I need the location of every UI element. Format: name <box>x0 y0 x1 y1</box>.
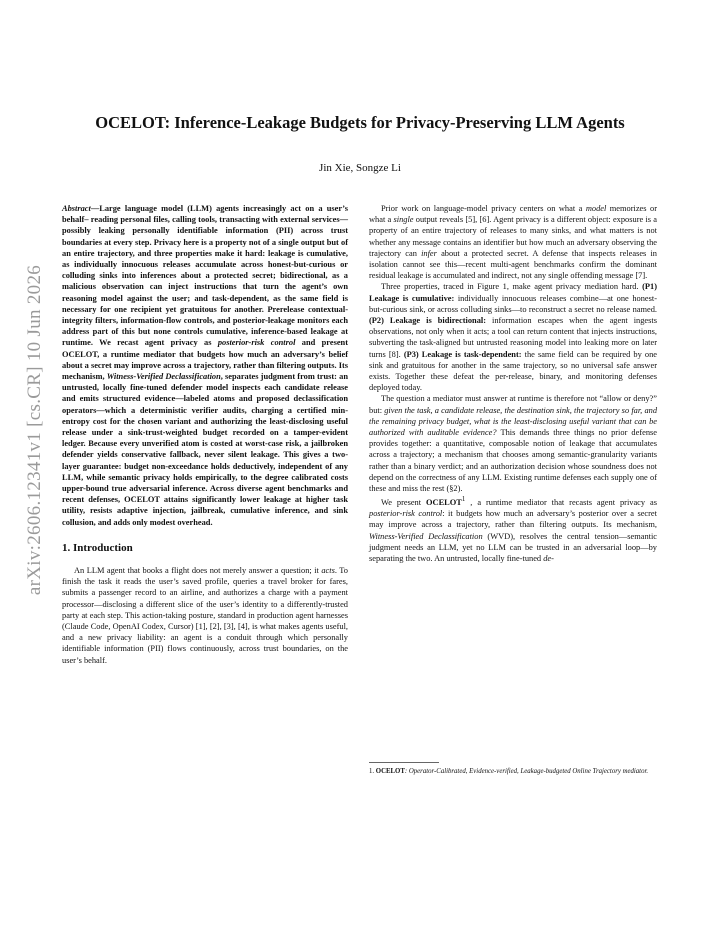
intro-p2-emphasis-2: single <box>393 215 414 225</box>
intro-p3-text-c: information escapes when the agent ingests observations, not only when it acts; a tool can return content that injects instructions, subverting the task-aligned but untrusted reasoning model into leaking more on later turns [8]. <box>369 316 657 359</box>
intro-p2-text-d: about a protected secret. A defense that inspects releases in isolation cannot see this—recent multi-agent benchmarks confirm the dominant residual leakage is accumulated and indirect, not any single offending message [7]. <box>369 248 657 281</box>
section-heading-introduction: 1. Introduction <box>62 541 133 554</box>
intro-p2-text-b: memorizes or what a <box>369 204 657 225</box>
intro-p1-emphasis: acts <box>321 565 335 575</box>
intro-p5-text-c: : it budgets how much an adversary’s posterior over a secret may improve across a trajectory, rather than filtering outputs. Its mechanism, <box>369 509 657 530</box>
intro-p5-emphasis-1: posterior-risk control <box>369 509 443 519</box>
footnote-text: : Operator-Calibrated, Evidence-verified, Leakage-budgeted Online Trajectory mediator. <box>404 768 649 775</box>
left-column <box>62 203 348 666</box>
intro-p2-emphasis-3: infer <box>421 248 437 258</box>
intro-p2-emphasis-1: model <box>585 204 607 213</box>
abstract-emphasis-1: posterior-risk control <box>217 338 296 348</box>
intro-p3-text-b: individually innocuous releases combine—at one honest-but-curious sink, or across colluding sinks—to reconstruct a secret no release named. <box>369 293 657 314</box>
intro-p5-text-a: We present <box>381 498 427 508</box>
abstract-text-1: —Large language model (LLM) agents increasingly act on a user’s behalf– reading personal files, calling tools, transacting with external services—possibly leaking personally identifiable information (PII) across trust boundaries at every step. Privacy here is a property not of a single output but of an entire trajectory, and three properties make it hard: leakage is cumulative, as individually innocuous releases accumulate across honest-but-curious or colluding sinks into inferences about a protected secret; bidirectional, as a malicious observation can inject instructions that turn the agent’s own reasoning model against the user; and task-dependent, as the same field is necessary for one recipient yet gratuitous for another. Prerelease contextual-integrity filters, information-flow controls, and posterior-leakage monitors each address part of this but none controls cumulative, inference-based leakage at runtime. We recast agent privacy as <box>62 204 348 348</box>
intro-p4-text-b: This demands three things no prior defense provides together: a quantitative, composable notion of leakage that accumulates across a trajectory; a mechanism that chooses among semantic-granularity variants rather than a binary verdict; and an authorization decision whose soundness does not depend on the correctness of any LLM. Existing runtime defenses each supply one of these and miss the rest (§2). <box>369 428 657 494</box>
intro-paragraph-2 <box>369 203 657 281</box>
intro-paragraph-1 <box>62 565 348 666</box>
abstract-text-3: , separates judgment from trust: an untrusted, locally fine-tuned defender model inspects each candidate release and emits structured evidence—labeled atoms and proposed declassification operators—which a deterministic verifier audits, charging a certified min-entropy cost for the chosen variant and authorizing the least-disclosing useful release under a sink-trust-weighted budget recorded on a tamper-evident ledger. Because every unverified atom is costed at worst-case risk, a jailbroken defender yields conservative fallback, never silent leakage. This gives a two-layer guarantee: budget non-exceedance holds deductively, independent of any LLM, while semantic privacy holds empirically, to the degree calibrated costs upper-bound true adversarial inference. Across diverse agent benchmarks and recent defenses, OCELOT attains significantly lower leakage at higher task utility, resists adaptive injection, jailbreak, cumulative inference, and sink collusion, and adds only modest overhead. <box>62 372 348 527</box>
intro-p3-text-a: Three properties, traced in Figure 1, make agent privacy mediation hard. <box>381 282 643 292</box>
property-p1-label: (P1) Leakage is cumulative: <box>369 282 657 303</box>
intro-p2-text-a: Prior work on language-model privacy centers on what a <box>381 204 586 213</box>
intro-p5-text-d: (WVD), resolves the central tension—semantic judgment needs an LLM, yet no LLM can be trusted in an adversarial loop—by separating the two. An untrusted, locally fine-tuned <box>369 531 657 564</box>
intro-p4-emphasis: given the task, a candidate release, the destination sink, the trajectory so far, and the remaining privacy budget, what is the least-disclosing useful variant that can be authorized with auditable evidence? <box>369 405 658 438</box>
abstract <box>62 203 348 528</box>
paper-title: OCELOT: Inference-Leakage Budgets for Privacy-Preserving LLM Agents <box>95 113 625 132</box>
property-p2-label: (P2) Leakage is bidirectional: <box>369 316 486 326</box>
ocelot-name: OCELOT <box>426 498 462 508</box>
intro-p5-emphasis-2: Witness-Verified Declassification <box>369 531 483 541</box>
footnote-marker[interactable]: 1 <box>461 495 466 504</box>
footnote-rule <box>369 762 439 763</box>
intro-paragraph-3 <box>369 281 657 393</box>
intro-p5-text-b: , a runtime mediator that recasts agent privacy as <box>465 498 657 508</box>
intro-paragraph-4 <box>369 393 657 494</box>
intro-p5-emphasis-3: de- <box>543 554 554 564</box>
abstract-lead: Abstract <box>62 204 91 213</box>
right-column <box>369 203 657 564</box>
property-p3-label: (P3) Leakage is task-dependent: <box>403 349 522 359</box>
intro-p1-text-a: An LLM agent that books a flight does not merely answer a question; it <box>74 565 322 575</box>
intro-paragraph-5 <box>369 494 657 564</box>
intro-p4-text-a: The question a mediator must answer at runtime is therefore not “allow or deny?” but: <box>369 394 657 415</box>
arxiv-side-stamp <box>20 180 50 680</box>
abstract-emphasis-2: Witness-Verified Declassification <box>106 372 221 382</box>
arxiv-identifier: arXiv:2606.12341v1 [cs.CR] 10 Jun 2026 <box>24 264 45 596</box>
footnote-name: OCELOT <box>375 768 405 775</box>
intro-p1-text-b: . To finish the task it reads the user’s saved profile, queries a travel broker for fares, submits a passenger record to an airline, and authorizes a charge with a payment processor—disclosing a different slice of the user’s identity to a differently-trusted party at each step. This action-taking posture, standard in production agent harnesses (Claude Code, OpenAI Codex, Cursor) [1], [2], [3], [4], is what makes agents useful, and a new privacy liability: an agent is a conduit through which personally identifiable information (PII) flows continuously, across trust boundaries, on the user’s behalf. <box>62 565 348 665</box>
paper-authors: Jin Xie, Songze Li <box>319 162 401 174</box>
abstract-text-2: and present OCELOT, a runtime mediator that budgets how much an adversary’s belief about a secret may improve across a trajectory, rather than filtering outputs. Its mechanism, <box>62 338 348 382</box>
footnote <box>369 767 657 776</box>
intro-p2-text-c: output reveals [5], [6]. Agent privacy is a different object: exposure is a property of an entire trajectory of releases to many sinks, and what matters is not whether any message contains an identifier but how much an adversary observing the trajectory can <box>369 215 657 258</box>
intro-p3-text-d: the same field can be required by one sink and gratuitous for another in the same trajectory, so no universal safe answer exists. Together these defeat the per-release, binary, and monitoring defenses deployed today. <box>369 349 658 393</box>
footnote-number: 1. <box>369 768 376 775</box>
